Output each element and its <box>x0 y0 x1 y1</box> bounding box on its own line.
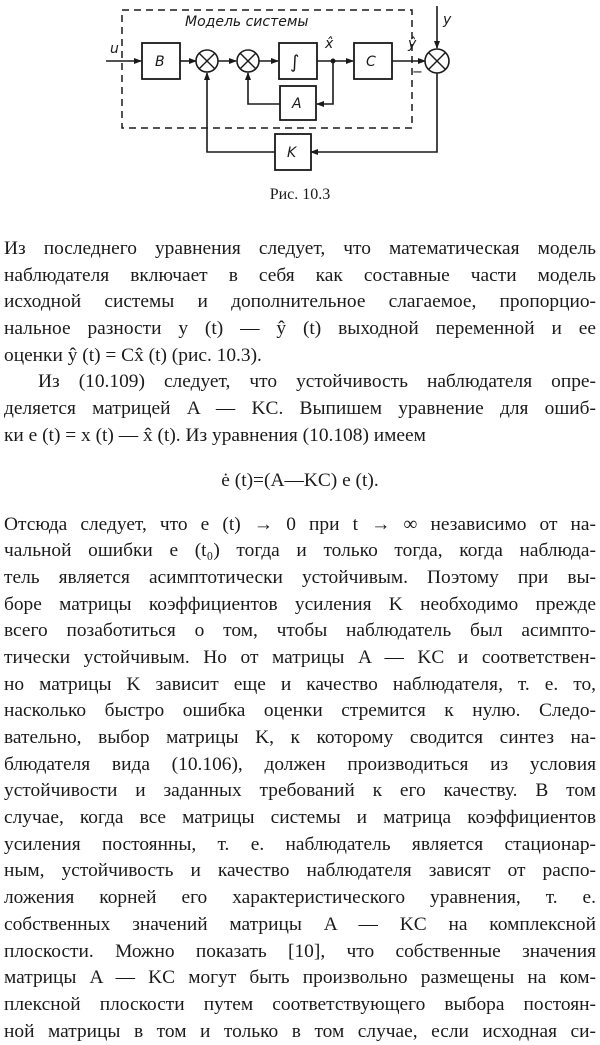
text-line: тически устойчивым. Но от матрицы A — KC и соответствен- <box>4 646 596 668</box>
text-line: тель является асимптотически устойчивым. Поэтому при вы- <box>4 566 596 588</box>
integrator-label: ∫ <box>290 52 300 73</box>
summing-junction-1 <box>196 50 218 72</box>
text-line: плоскости. Можно показать [10], что собственные значения <box>4 940 596 962</box>
text-line: деляется матрицей A — KC. Выпишем уравнение для ошиб- <box>4 398 596 420</box>
input-u-label: u <box>110 41 119 57</box>
text-line: Отсюда следует, что e (t) → 0 при t → ∞ независимо от на- <box>4 513 596 535</box>
x-hat-to-a-arrow <box>317 61 333 104</box>
x-hat-label: x̂ <box>325 36 334 52</box>
text-line: наблюдателя включает в себя как составные части модель <box>4 264 596 286</box>
model-title: Модель системы <box>185 14 309 30</box>
text-line: насколько быстро ошибка оценки стремится к нулю. Следо- <box>4 700 596 722</box>
observer-block-diagram <box>0 0 600 180</box>
text-line: собственных значений матрицы A — KC на комплексной <box>4 913 596 935</box>
text-line: нальное разности y (t) — ŷ (t) выходной переменной и ее <box>4 318 596 340</box>
text-line: усиления постоянны, т. е. наблюдатель является стационар- <box>4 833 596 855</box>
minus-sign: − <box>412 65 423 80</box>
text-line: ным, устойчивость и качество наблюдателя зависят от распо- <box>4 860 596 882</box>
text-line: блюдателя вида (10.106), должен производиться из условия <box>4 753 596 775</box>
summing-junction-3 <box>425 49 449 73</box>
text-line: всего позаботиться о том, чтобы наблюдатель был асимпто- <box>4 620 596 642</box>
error-equation: ė (t)=(A—KC) e (t). <box>221 469 379 491</box>
a-to-sum2-arrow <box>248 73 280 104</box>
figure-caption: Рис. 10.3 <box>269 186 331 203</box>
body-text <box>4 236 596 1045</box>
block-c-label: C <box>366 54 376 70</box>
text-line: устойчивости и заданных требований к его качеству. В том <box>4 780 596 802</box>
text-line: ложения корней его характеристического уравнения, т. е. <box>4 887 596 909</box>
text-line: матрицы A — KC могут быть произвольно размещены на ком- <box>4 967 596 989</box>
text-line: случае, когда все матрицы системы и матрица коэффициентов <box>4 807 596 829</box>
text-line: Из (10.109) следует, что устойчивость наблюдателя опре- <box>38 371 596 393</box>
text-line: боре матрицы коэффициентов усиления K необходимо прежде <box>4 593 596 615</box>
text-line: исходной системы и дополнительное слагаемое, пропорцио- <box>4 291 596 313</box>
output-y-label: y <box>443 12 452 28</box>
text-line: плексной плоскости путем соответствующего выбора постоян- <box>4 993 596 1015</box>
text-line: Из последнего уравнения следует, что математическая модель <box>4 238 596 259</box>
text-line: ки e (t) = x (t) — x̂ (t). Из уравнения (10.108) имеем <box>4 424 426 446</box>
y-hat-label: ŷ <box>408 36 417 52</box>
sum3-to-k-arrow <box>311 73 437 152</box>
summing-junction-2 <box>237 50 259 72</box>
text-line: чальной ошибки e (t₀) тогда и только тогда, когда наблюда- <box>4 540 596 562</box>
block-k-label: K <box>287 145 297 161</box>
text-line: оценки ŷ (t) = Cx̂ (t) (рис. 10.3). <box>4 344 262 366</box>
block-b-label: B <box>155 54 165 70</box>
text-line: вательно, выбор матрицы K, к которому сводится синтез на- <box>4 727 596 748</box>
block-a-label: A <box>292 96 302 112</box>
text-line: ной матрицы в том и только в том случае, если исходная си- <box>4 1020 596 1042</box>
text-line: но матрицы K зависит еще и качество наблюдателя, т. е. то, <box>4 673 596 695</box>
k-to-sum1-arrow <box>207 73 275 152</box>
